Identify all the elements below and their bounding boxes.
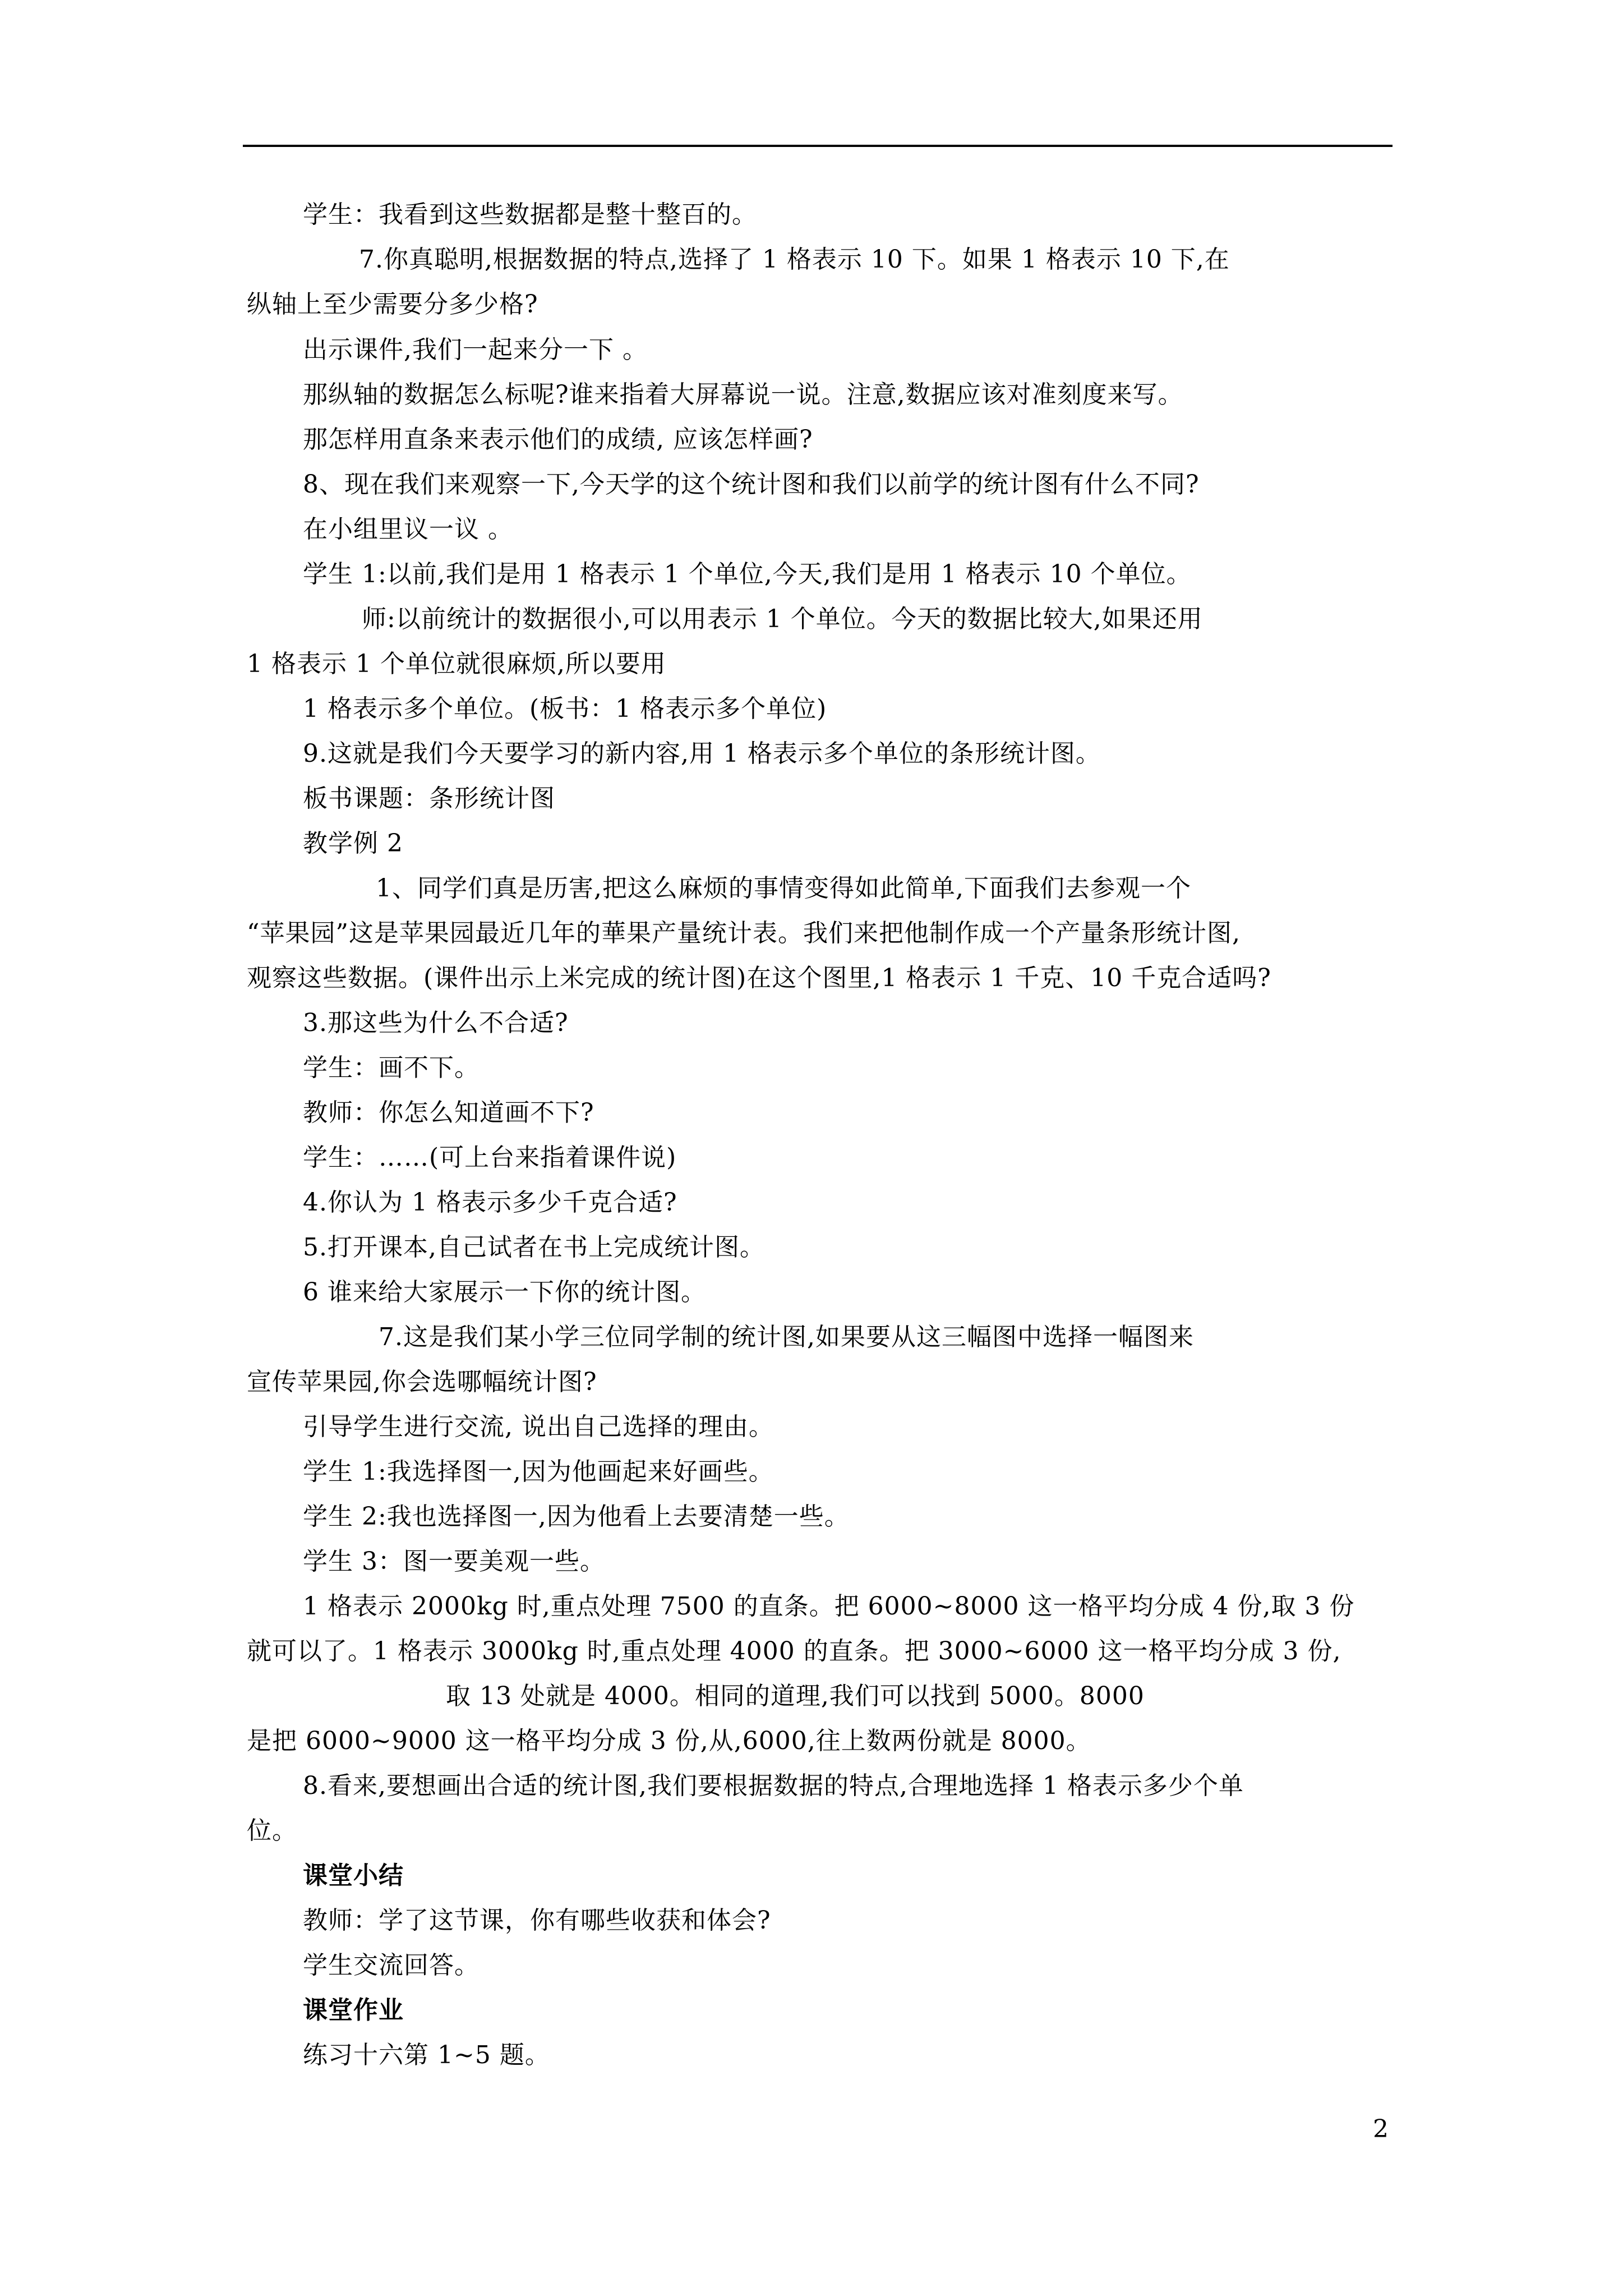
text-line: 取 13 处就是 4000。相同的道理,我们可以找到 5000。8000 bbox=[446, 1682, 1145, 1710]
text-line: 纵轴上至少需要分多少格? bbox=[247, 290, 538, 319]
text-line: 学生：我看到这些数据都是整十整百的。 bbox=[303, 200, 757, 229]
text-line: 学生 3：图一要美观一些。 bbox=[303, 1547, 605, 1576]
text-line: 是把 6000~9000 这一格平均分成 3 份,从,6000,往上数两份就是 8000。 bbox=[247, 1727, 1091, 1755]
text-line: 就可以了。1 格表示 3000kg 时,重点处理 4000 的直条。把 3000~6000 这一格平均分成 3 份, bbox=[247, 1637, 1341, 1665]
text-line: 教师：你怎么知道画不下? bbox=[303, 1098, 594, 1127]
text-line: 学生交流回答。 bbox=[303, 1951, 479, 1980]
text-line: “苹果园”这是苹果园最近几年的華果产量统计表。我们来把他制作成一个产量条形统计图, bbox=[247, 919, 1241, 947]
text-line: 板书课题：条形统计图 bbox=[303, 784, 555, 813]
text-line: 8.看来,要想画出合适的统计图,我们要根据数据的特点,合理地选择 1 格表示多少个单 bbox=[303, 1772, 1244, 1800]
page-number: 2 bbox=[1373, 2115, 1389, 2143]
section-heading: 课堂作业 bbox=[303, 1996, 404, 2024]
text-line: 5.打开课本,自己试者在书上完成统计图。 bbox=[303, 1233, 765, 1262]
text-line: 引导学生进行交流, 说出自己选择的理由。 bbox=[303, 1412, 774, 1441]
text-line: 学生：……(可上台来指着课件说) bbox=[303, 1143, 677, 1172]
text-line: 3.那这些为什么不合适? bbox=[303, 1009, 569, 1037]
text-line: 1、同学们真是历害,把这么麻烦的事情变得如此简单,下面我们去参观一个 bbox=[376, 874, 1191, 903]
text-line: 1 格表示 1 个单位就很麻烦,所以要用 bbox=[247, 650, 666, 678]
text-line: 9.这就是我们今天要学习的新内容,用 1 格表示多个单位的条形统计图。 bbox=[303, 739, 1101, 768]
text-line: 6 谁来给大家展示一下你的统计图。 bbox=[303, 1278, 706, 1306]
text-line: 观察这些数据。(课件出示上米完成的统计图)在这个图里,1 格表示 1 千克、10 千克合适吗? bbox=[247, 964, 1271, 992]
text-line: 7.你真聪明,根据数据的特点,选择了 1 格表示 10 下。如果 1 格表示 10 下,在 bbox=[359, 245, 1230, 274]
header-rule bbox=[243, 145, 1393, 147]
text-line: 4.你认为 1 格表示多少千克合适? bbox=[303, 1188, 677, 1217]
text-line: 学生：画不下。 bbox=[303, 1053, 479, 1082]
text-line: 在小组里议一议 。 bbox=[303, 515, 513, 544]
section-heading: 课堂小结 bbox=[303, 1861, 404, 1890]
text-line: 位。 bbox=[247, 1816, 297, 1845]
text-line: 师:以前统计的数据很小,可以用表示 1 个单位。今天的数据比较大,如果还用 bbox=[362, 605, 1203, 633]
text-line: 学生 2:我也选择图一,因为他看上去要清楚一些。 bbox=[303, 1502, 850, 1531]
text-line: 教学例 2 bbox=[303, 829, 403, 858]
text-line: 1 格表示 2000kg 时,重点处理 7500 的直条。把 6000~8000 这一格平均分成 4 份,取 3 份 bbox=[303, 1592, 1355, 1621]
text-line: 7.这是我们某小学三位同学制的统计图,如果要从这三幅图中选择一幅图来 bbox=[379, 1323, 1194, 1351]
text-line: 8、现在我们来观察一下,今天学的这个统计图和我们以前学的统计图有什么不同? bbox=[303, 470, 1200, 499]
text-line: 宣传苹果园,你会选哪幅统计图? bbox=[247, 1368, 597, 1396]
text-line: 学生 1:以前,我们是用 1 格表示 1 个单位,今天,我们是用 1 格表示 10 个单位。 bbox=[303, 560, 1192, 588]
text-line: 那怎样用直条来表示他们的成绩, 应该怎样画? bbox=[303, 425, 813, 454]
text-line: 练习十六第 1~5 题。 bbox=[303, 2041, 550, 2069]
text-line: 出示课件,我们一起来分一下 。 bbox=[303, 335, 648, 364]
text-line: 学生 1:我选择图一,因为他画起来好画些。 bbox=[303, 1457, 774, 1486]
text-line: 教师：学了这节课，你有哪些收获和体会? bbox=[303, 1906, 771, 1935]
text-line: 1 格表示多个单位。(板书：1 格表示多个单位) bbox=[303, 694, 827, 723]
text-line: 那纵轴的数据怎么标呢?谁来指着大屏幕说一说。注意,数据应该对准刻度来写。 bbox=[303, 380, 1183, 409]
